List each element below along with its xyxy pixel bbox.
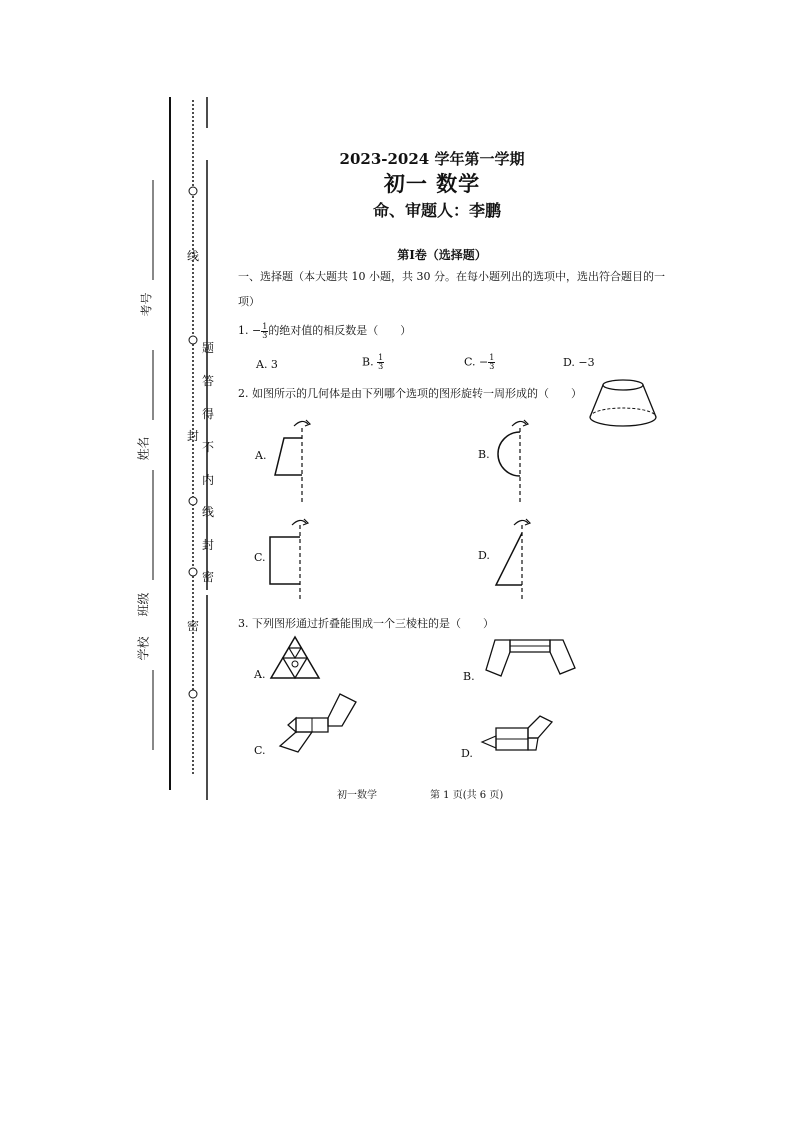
footer-page: 第 1 页(共 6 页) [430, 790, 504, 801]
q2-option-c-label[interactable]: C. [254, 551, 266, 564]
name-label: 姓名 [136, 436, 151, 461]
warning-char: 内 [202, 473, 215, 487]
q2-option-b-figure[interactable] [490, 418, 550, 508]
frustum-figure [585, 375, 665, 435]
warning-char: 封 [202, 538, 215, 552]
question-1 [238, 322, 411, 340]
q3-option-c-label[interactable]: C. [254, 744, 266, 757]
q1-option-c-den: 3 [489, 362, 495, 371]
q1-numerator: 1 [262, 321, 268, 331]
q1-option-c[interactable] [464, 354, 495, 371]
question-2: 2. 如图所示的几何体是由下列哪个选项的图形旋转一周形成的（ ） [238, 387, 582, 400]
q1-prefix: 1. − [238, 324, 262, 337]
instruction-line-2: 项） [238, 295, 260, 308]
q3-option-b-label[interactable]: B. [463, 670, 475, 683]
q2-option-a-figure[interactable] [270, 418, 330, 508]
q2-option-a-label[interactable]: A. [255, 449, 267, 462]
q3-option-a-label[interactable]: A. [254, 668, 266, 681]
q1-option-b-fraction [377, 354, 384, 371]
q1-denominator: 3 [262, 330, 268, 340]
warning-char: 答 [202, 374, 215, 388]
q1-suffix: 的绝对值的相反数是（ ） [268, 324, 412, 337]
q1-option-c-label: C. − [464, 355, 489, 369]
q1-option-b[interactable] [362, 354, 384, 371]
section-title: 第Ⅰ卷（选择题） [397, 248, 487, 262]
seal-word-seal: 封 [187, 429, 200, 443]
school-label: 学校 [136, 636, 151, 661]
q1-option-b-num: 1 [378, 353, 384, 362]
warning-char: 不 [202, 440, 215, 454]
q3-option-d-figure[interactable] [478, 712, 568, 782]
instruction-line-1: 一、选择题（本大题共 10 小题，共 30 分。在每小题列出的选项中，选出符合题目的一 [238, 270, 665, 283]
q3-option-b-figure[interactable] [483, 632, 583, 692]
q1-option-b-label: B. [362, 355, 374, 369]
warning-char: 密 [202, 570, 215, 584]
q2-option-d-figure[interactable] [490, 515, 550, 605]
warning-char: 得 [202, 407, 215, 421]
class-label: 班级 [136, 592, 151, 617]
seal-word-line: 线 [187, 249, 200, 263]
exam-no-label: 考号 [139, 292, 154, 317]
q1-option-b-den: 3 [378, 362, 384, 371]
q3-option-d-label[interactable]: D. [461, 747, 473, 760]
seal-word-secret: 密 [187, 619, 200, 633]
subject-title: 初一 数学 [383, 171, 481, 196]
question-3: 3. 下列图形通过折叠能围成一个三棱柱的是（ ） [238, 617, 494, 630]
q2-option-d-label[interactable]: D. [478, 549, 490, 562]
q1-option-a[interactable]: A. 3 [256, 358, 278, 371]
q2-option-b-label[interactable]: B. [478, 448, 490, 461]
author-line: 命、审题人：李鹏 [372, 201, 501, 220]
footer-subject: 初一数学 [337, 790, 377, 801]
q2-option-c-figure[interactable] [266, 515, 326, 605]
q1-option-c-num: 1 [489, 353, 495, 362]
term-title: 2023-2024 学年第一学期 [339, 150, 525, 168]
warning-char: 题 [202, 341, 215, 355]
q1-option-c-fraction [488, 354, 495, 371]
q1-option-d[interactable]: D. −3 [563, 356, 595, 369]
q3-option-c-figure[interactable] [272, 692, 362, 762]
warning-char: 线 [202, 505, 215, 519]
q3-option-a-figure[interactable] [268, 634, 328, 684]
